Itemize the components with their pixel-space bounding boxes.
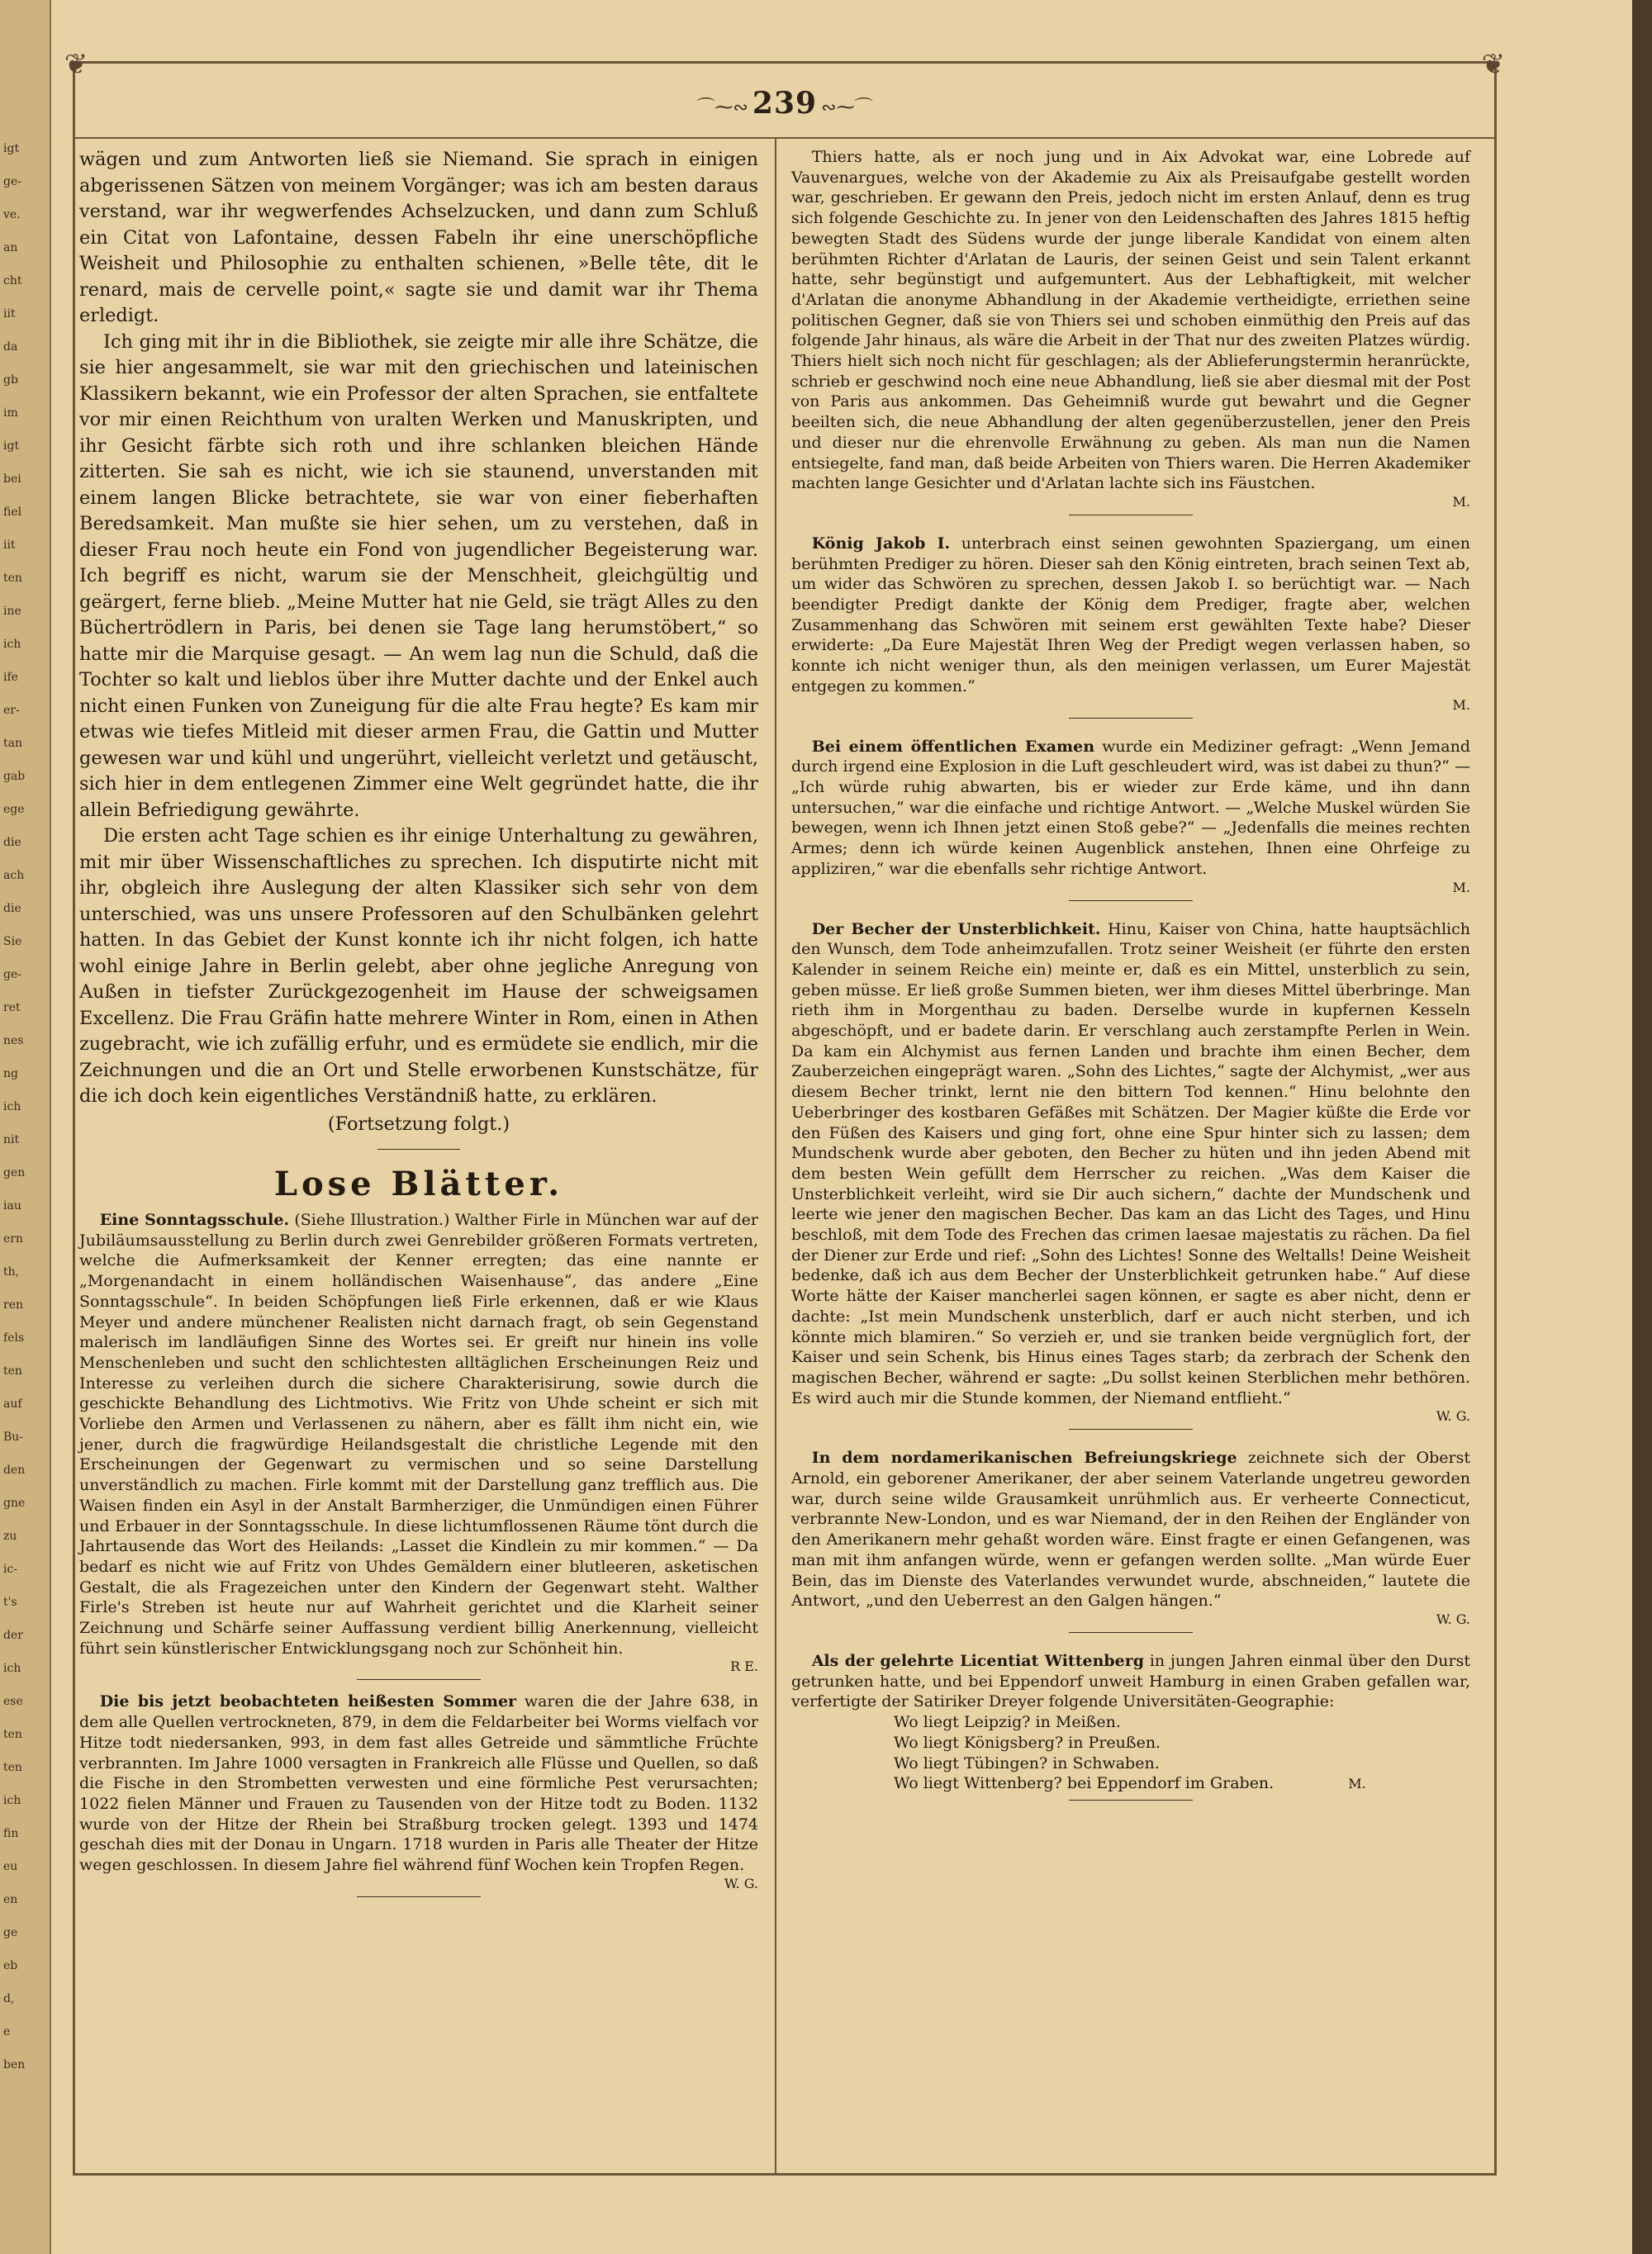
- binding-fragment: ich: [3, 1662, 21, 1675]
- article-signature: M.: [1452, 493, 1470, 510]
- binding-fragment: ern: [3, 1232, 23, 1246]
- binding-fragment: eb: [3, 1959, 18, 1972]
- binding-fragment: Bu-: [3, 1431, 24, 1444]
- article-headline: In dem nordamerikanischen Befreiungskriege: [811, 1449, 1237, 1468]
- binding-fragment: nit: [3, 1133, 20, 1146]
- header-ornament-right-icon: ∾⁓⌒: [821, 97, 873, 118]
- binding-fragment: fin: [3, 1827, 19, 1840]
- article-signature: W. G.: [1436, 1611, 1470, 1627]
- separator-rule: [357, 1896, 481, 1897]
- binding-fragment: ret: [3, 1001, 21, 1014]
- binding-fragment: den: [3, 1464, 26, 1477]
- article-becher: [791, 919, 1470, 1409]
- article-signature: W. G.: [724, 1875, 758, 1891]
- header-ornament-left-icon: ⌒⁓∾: [696, 97, 748, 118]
- binding-fragment: Sie: [3, 935, 22, 948]
- binding-fragment: fiel: [3, 505, 22, 519]
- binding-fragment: gen: [3, 1166, 26, 1179]
- article-wittenberg: [791, 1651, 1470, 1712]
- binding-fragment: igt: [3, 142, 20, 155]
- binding-fragment: zu: [3, 1530, 17, 1543]
- article-headline: Bei einem öffentlichen Examen: [811, 737, 1095, 756]
- separator-rule: [1069, 1800, 1193, 1801]
- article-body: unterbrach einst seinen gewohnten Spaziergang, um einen berühmten Prediger zu hören. Dieser sah den König eintreten, brach seinen Text ab, um wider das Schwören zu sprechen, dessen Jakob I. so berüchtigt war. — Nach beendigter Predigt dankte der König dem Prediger, fragte aber, welchen Zusammenhang das Schwören mit seinem erst gewählten Texte habe? Dieser erwiderte: „Da Eure Majestät Ihren Weg der Predigt wegen verlassen haben, so konnte ich nicht weniger thun, als den meinigen verlassen, um Eurer Majestät entgegen zu kommen.“: [791, 534, 1470, 695]
- article-body: waren die der Jahre 638, in dem alle Quellen vertrockneten, 879, in dem die Feldarbeiter bei Worms vielfach vor Hitze todt niedersanken, 993, in dem fast alles Getreide und sämmtliche Früchte verbrannten. Im Jahre 1000 versagten in Frankreich alle Flüsse und Quellen, so daß die Fische in den Strombetten verwesten und eine förmliche Pest verursachten; 1022 fielen Männer und Frauen zu Tausenden von der Hitze todt zu Boden. 1132 wurde von der Hitze der Rhein bei Straßburg trocken gelegt. 1393 und 1474 geschah dies mit der Donau in Ungarn. 1718 wurden in Paris alle Theater der Hitze wegen geschlossen. In diesem Jahre fiel während fünf Wochen kein Tropfen Regen.: [79, 1692, 758, 1875]
- corner-ornament-icon: ❦: [1481, 48, 1506, 81]
- separator-rule: [1069, 1632, 1193, 1633]
- binding-fragment: tan: [3, 737, 22, 750]
- story-paragraph: Ich ging mit ihr in die Bibliothek, sie zeigte mir alle ihre Schätze, die sie hier angesammelt, sie war mit den griechischen und lateinischen Klassikern bekannt, wie ein Professor der alten Sprachen, sie entfaltete vor mir einen Reichthum von uralten Werken und Manuskripten, und ihr Gesicht färbte sich roth und ihre schlanken bleichen Hände zitterten. Sie sah es nicht, wie ich sie staunend, unverstanden mit einem langen Blicke betrachtete, sie war von einer fieberhaften Beredsamkeit. Man mußte sie hier sehen, um zu verstehen, daß in dieser Frau noch heute ein Fond von jugendlicher Begeisterung war. Ich begriff es nicht, warum sie der Menschheit, gleichgültig und geärgert, ferne blieb. „Meine Mutter hat nie Geld, sie trägt Alles zu den Büchertrödlern in Paris, bei denen sie Tage lang herumstöbert,“ so hatte mir die Marquise gesagt. — An wem lag nun die Schuld, daß die Tochter so kalt und lieblos über ihre Mutter dachte und der Enkel auch nicht einen Funken von Zuneigung für die alte Frau hegte? Es kam mir etwas wie tiefes Mitleid mit dieser armen Frau, die Gattin und Mutter gewesen war und kühl und ungerührt, vielleicht verletzt und getäuscht, sich hier in dem entlegenen Zimmer eine Welt gegründet hatte, die ihr allein Befriedigung gewährte.: [79, 330, 758, 821]
- article-headline: König Jakob I.: [811, 534, 951, 553]
- binding-fragment: ine: [3, 605, 21, 618]
- article-sonntagsschule: [79, 1210, 758, 1658]
- poem: [791, 1712, 1470, 1795]
- binding-fragment: ich: [3, 1794, 21, 1807]
- binding-fragment: en: [3, 1893, 18, 1906]
- article-body: zeichnete sich der Oberst Arnold, ein geborener Amerikaner, der aber seinem Vaterlande ungetreu geworden war, durch seine wilde Grausamkeit unrühmlich aus. Er verheerte Connecticut, verbrannte New-London, und es war Niemand, der in den Reihen der Engländer von den Amerikanern mehr gehaßt worden wäre. Einst fragte er einen Gefangenen, was man mit ihm anfangen würde, wenn er gefangen werden sollte. „Man würde Euer Bein, das im Dienste des Vaterlandes verwundet wurde, abschneiden,“ lautete die Antwort, „und den Ueberrest an den Galgen hängen.“: [791, 1449, 1470, 1611]
- binding-fragment: gab: [3, 770, 26, 783]
- story-paragraph: wägen und zum Antworten ließ sie Niemand. Sie sprach in einigen abgerissenen Sätzen von meinem Vorgänger; was ich am besten daraus verstand, war ihr wegwerfendes Achselzucken, und dann zum Schluß ein Citat von Lafontaine, dessen Fabeln ihr eine unerschöpfliche Weisheit und Philosophie zu enthalten schienen, »Belle tête, dit le renard, mais de cervelle point,« sagte sie und damit war ihr Thema erledigt.: [79, 149, 758, 326]
- binding-fragment: ten: [3, 572, 22, 585]
- binding-fragment: igt: [3, 439, 20, 453]
- article-body: (Siehe Illustration.) Walther Firle in München war auf der Jubiläumsausstellung zu Berlin durch zwei Genrebilder größeren Formats vertreten, welche die Aufmerksamkeit der Kenner erregten; das eine nannte er „Morgenandacht in einem holländischen Waisenhause“, das andere „Eine Sonntagsschule“. In beiden Schöpfungen ließ Firle erkennen, daß er wie Klaus Meyer und andere münchener Realisten nicht darnach fragt, ob sein Gegenstand malerisch im landläufigen Sinne des Wortes sei. Er greift nur hinein ins volle Menschenleben und sucht den schlichtesten alltäglichen Erscheinungen Reiz und Interesse zu verleihen durch die sichere Charakterisirung, sowie durch die geschickte Behandlung des Lichtmotivs. Wie Fritz von Uhde scheint er sich mit Vorliebe den Armen und Verlassenen zu nähern, aber es fällt ihm nicht ein, wie jener, durch die fragwürdige Heilandsgestalt die christliche Legende mit den Erscheinungen der Gegenwart zu vermischen und so seine Darstellung unverständlich zu machen. Firle kommt mit der Darstellung ganz trefflich aus. Die Waisen finden ein Asyl in der Anstalt Barmherziger, die Unmündigen einen Führer und Erbauer in der Sonntagsschule. In diese lichtumflossenen Räume tönt durch die Jahrtausende das Wort des Heilands: „Lasset die Kindlein zu mir kommen.“ — Da bedarf es nicht wie auf Fritz von Uhdes Gemäldern einer blutleeren, asketischen Gestalt, die als Fragezeichen unter den Kindern der Gegenwart steht. Walther Firle's Streben ist heute nur auf Wahrheit gerichtet und die Klarheit seiner Zeichnung und Schärfe seiner Auffassung verdient billig Anerkennung, vielleicht führt sein künstlerischer Entwicklungsgang noch zur Schönheit hin.: [79, 1211, 759, 1658]
- binding-fragment: auf: [3, 1397, 22, 1411]
- binding-fragment: ge: [3, 1926, 18, 1939]
- binding-fragment: ve.: [3, 208, 21, 221]
- binding-fragment: ten: [3, 1728, 22, 1741]
- article-thiers: Thiers hatte, als er noch jung und in Aix Advokat war, eine Lobrede auf Vauvenargues, welche von der Akademie zu Aix als Preisaufgabe gestellt worden war, geschrieben. Er gewann den Preis, jedoch nicht im ersten Anlauf, denn es trug sich folgende Geschichte zu. In jener von den Leidenschaften des Jahres 1815 heftig bewegten Stadt des Südens wurde der junge liberale Kandidat von einem alten berühmten Richter d'Arlatan de Lauris, der seinen Geist und sein Talent erkannt hatte, sehr begünstigt und aufgemuntert. Aus der Lebhaftigkeit, mit welcher d'Arlatan die anonyme Abhandlung in der Akademie vertheidigte, erriethen seine politischen Gegner, daß sie von Thiers sei und schoben einmüthig den Preis auf das folgende Jahr hinaus, als wäre die Arbeit in der That nur des zweiten Platzes würdig. Thiers hielt sich noch nicht für geschlagen; als der Ablieferungstermin heranrückte, schrieb er geschwind noch eine neue Abhandlung, ließ sie aber diesmal mit der Post von Paris aus ankommen. Das Geheimniß wurde gut bewahrt und die Gegner beeilten sich, die neue Abhandlung der alten gegenüberzustellen, jener den Preis und dieser nur die ehrenvolle Erwähnung zu geben. Als man nun die Namen entsiegelte, fand man, daß beide Arbeiten von Thiers waren. Die Herren Akademiker machten lange Gesichter und d'Arlatan lachte sich ins Fäustchen.: [791, 148, 1470, 493]
- binding-fragment: die: [3, 902, 21, 915]
- page-number: 239: [752, 86, 818, 121]
- binding-fragment: iau: [3, 1199, 21, 1212]
- binding-fragment: ich: [3, 638, 21, 651]
- poem-line: [894, 1773, 1470, 1795]
- article-body: wurde ein Mediziner gefragt: „Wenn Jemand durch irgend eine Explosion in die Luft geschleudert wird, was ist dabei zu thun?“ — „Ich würde ruhig abwarten, bis er wieder zur Erde käme, und ihn dann untersuchen,“ war die einfache und richtige Antwort. — „Welche Muskel würden Sie bewegen, wenn ich Ihnen jetzt einen Stoß gebe?“ — „Jedenfalls die meines rechten Armes; denn ich würde keinen Augenblick anstehen, Ihnen eine Ohrfeige zu appliziren,“ war die ebenfalls sehr richtige Antwort.: [791, 737, 1470, 878]
- article-signature: R E.: [730, 1658, 758, 1675]
- poem-line-text: Wo liegt Wittenberg? bei Eppendorf im Graben.: [894, 1774, 1275, 1793]
- binding-fragment: ge-: [3, 175, 21, 188]
- binding-fragment: die: [3, 836, 21, 849]
- article-headline: Der Becher der Unsterblichkeit.: [811, 919, 1101, 938]
- binding-fragment: ten: [3, 1761, 22, 1774]
- binding-fragment: ten: [3, 1364, 22, 1378]
- binding-fragment: ic-: [3, 1563, 18, 1576]
- article-headline: Die bis jetzt beobachteten heißesten Sommer: [99, 1692, 517, 1711]
- binding-fragment: eu: [3, 1860, 18, 1873]
- separator-rule: [1069, 1429, 1193, 1430]
- article-examen: [791, 737, 1470, 880]
- separator-rule: [357, 1679, 481, 1680]
- article-signature: W. G.: [1436, 1408, 1470, 1425]
- article-body: in jungen Jahren einmal über den Durst getrunken hatte, und bei Eppendorf unweit Hamburg in einen Graben gefallen war, verfertigte der Satiriker Dreyer folgende Universitäten-Geographie:: [791, 1652, 1470, 1711]
- poem-line: Wo liegt Königsberg? in Preußen.: [894, 1733, 1161, 1752]
- binding-fragment: bei: [3, 472, 21, 486]
- separator-rule: [1069, 718, 1193, 719]
- corner-ornament-icon: ❦: [64, 48, 88, 81]
- continued-note: (Fortsetzung folgt.): [327, 1113, 510, 1135]
- header-rule: [75, 137, 1494, 139]
- binding-fragment: ife: [3, 671, 18, 684]
- binding-fragment: e: [3, 2025, 11, 2038]
- binding-fragment: ren: [3, 1298, 23, 1312]
- binding-fragment: da: [3, 340, 18, 354]
- binding-fragment: ge-: [3, 968, 21, 981]
- binding-margin: [0, 0, 51, 2254]
- binding-fragment: d,: [3, 1992, 15, 2005]
- article-heisseste-sommer: [79, 1692, 758, 1875]
- left-column: [79, 147, 758, 1902]
- binding-fragment: ich: [3, 1100, 21, 1113]
- binding-fragment: der: [3, 1629, 23, 1642]
- column-divider: [775, 137, 776, 2176]
- binding-fragment: cht: [3, 274, 22, 287]
- article-signature: M.: [1348, 1776, 1366, 1792]
- article-koenig-jakob: [791, 534, 1470, 697]
- binding-fragment: er-: [3, 704, 20, 717]
- binding-fragment: iit: [3, 307, 16, 320]
- binding-fragment: ege: [3, 803, 25, 816]
- page-edge: [1632, 0, 1652, 2254]
- binding-fragment: th,: [3, 1265, 20, 1279]
- binding-fragment: ese: [3, 1695, 23, 1708]
- separator-rule: [377, 1149, 460, 1150]
- article-signature: M.: [1452, 696, 1470, 713]
- poem-line: Wo liegt Tübingen? in Schwaben.: [894, 1753, 1160, 1772]
- article-body: Hinu, Kaiser von China, hatte hauptsächlich den Wunsch, dem Tode anheimzufallen. Trotz seiner Weisheit (er führte den ersten Kalender in seinem Reiche ein) meinte er, daß es ein Mittel, unsterblich zu sein, geben müsse. Er ließ große Summen bieten, wer ihm dieses Mittel überbringe. Man rieth ihm in Morgenthau zu baden. Derselbe wurde in kupfernen Kesseln abgeschöpft, und er badete darin. Er verschlang auch zerstampfte Perlen in Wein. Da kam ein Alchymist aus fernen Landen und brachte ihm einen Becher, dem Zauberzeichen eingeprägt waren. „Sohn des Lichtes,“ sagte der Alchymist, „wer aus diesem Becher trinkt, lernt nie den bittern Tod kennen.“ Hinu belohnte den Ueberbringer des kostbaren Gefäßes mit Schätzen. Der Magier küßte die Erde vor den Füßen des Kaisers und ging fort, ohne eine Spur hinter sich zu lassen; dem Mundschenk wurde aber geboten, den Becher zu hüten und ihn jeden Abend mit dem besten Wein gefüllt dem Herrscher zu reichen. „Was dem Kaiser die Unsterblichkeit verleiht, wird sie Dir auch sichern,“ dachte der Mundschenk und leerte wie jener den magischen Becher. Das kam an das Licht des Tages, und Hinu beschloß, mit dem Tode des Frechen das crimen laesae majestatis zu rächen. Da fiel der Diener zur Erde und rief: „Sohn des Lichtes! Sonne des Weltalls! Deine Weisheit bedenke, daß ich aus dem Becher der Unsterblichkeit getrunken habe.“ Auf diese Worte hätte der Kaiser mancherlei sagen können, er sagte es aber nicht, denn er dachte: „Ist mein Mundschenk unsterblich, darf er auch nicht sterben, und ich könnte mich blamiren.“ So verzieh er, und sie tranken beide vergnüglich fort, der Kaiser und sein Schenk, bis Hinus eines Tages starb; da zerbrach der Schenk den magischen Becher, während er sagte: „Du sollst keinen Sterblichen mehr bethören. Es wird auch mir die Stunde kommen, der Niemand entflieht.“: [791, 919, 1470, 1407]
- binding-fragment: gne: [3, 1497, 26, 1510]
- binding-fragment: iit: [3, 539, 16, 552]
- binding-fragment: ben: [3, 2058, 26, 2071]
- binding-fragment: fels: [3, 1331, 25, 1345]
- story-paragraph: Die ersten acht Tage schien es ihr einige Unterhaltung zu gewähren, mit mir über Wissenschaftliches zu sprechen. Ich disputirte nicht mit ihr, obgleich ihre Auslegung der alten Klassiker sich sehr von dem unterschied, was uns unsere Professoren auf den Schulbänken gelehrt hatten. In das Gebiet der Kunst konnte ich ihr nicht folgen, ich hatte wohl einige Jahre in Berlin gelebt, aber ohne jegliche Anregung von Außen in tiefster Zurückgezogenheit im Hause der schweigsamen Excellenz. Die Frau Gräfin hatte mehrere Winter in Rom, einen in Athen zugebracht, wie ich zufällig erfuhr, und es ermüdete sie endlich, mir die Zeichnungen und die an Ort und Stelle erworbenen Kunstschätze, für die ich doch kein eigentliches Verständniß hatte, zu erklären.: [79, 825, 758, 1107]
- binding-fragment: ng: [3, 1067, 18, 1080]
- binding-fragment: im: [3, 406, 18, 420]
- article-headline: Eine Sonntagsschule.: [99, 1211, 290, 1229]
- right-column: [791, 147, 1470, 1806]
- binding-fragment: nes: [3, 1034, 24, 1047]
- binding-fragment: ach: [3, 869, 25, 882]
- article-headline: Als der gelehrte Licentiat Wittenberg: [811, 1652, 1145, 1670]
- section-title: Lose Blätter.: [273, 1165, 564, 1203]
- binding-fragment: an: [3, 241, 18, 254]
- binding-fragment: t's: [3, 1596, 17, 1609]
- article-signature: M.: [1452, 879, 1470, 895]
- article-befreiungskrieg: [791, 1448, 1470, 1611]
- binding-fragment: gb: [3, 373, 18, 387]
- page-header: [75, 86, 1494, 132]
- poem-line: Wo liegt Leipzig? in Meißen.: [894, 1713, 1121, 1732]
- separator-rule: [1069, 900, 1193, 901]
- binding-text-fragments: [3, 132, 45, 2081]
